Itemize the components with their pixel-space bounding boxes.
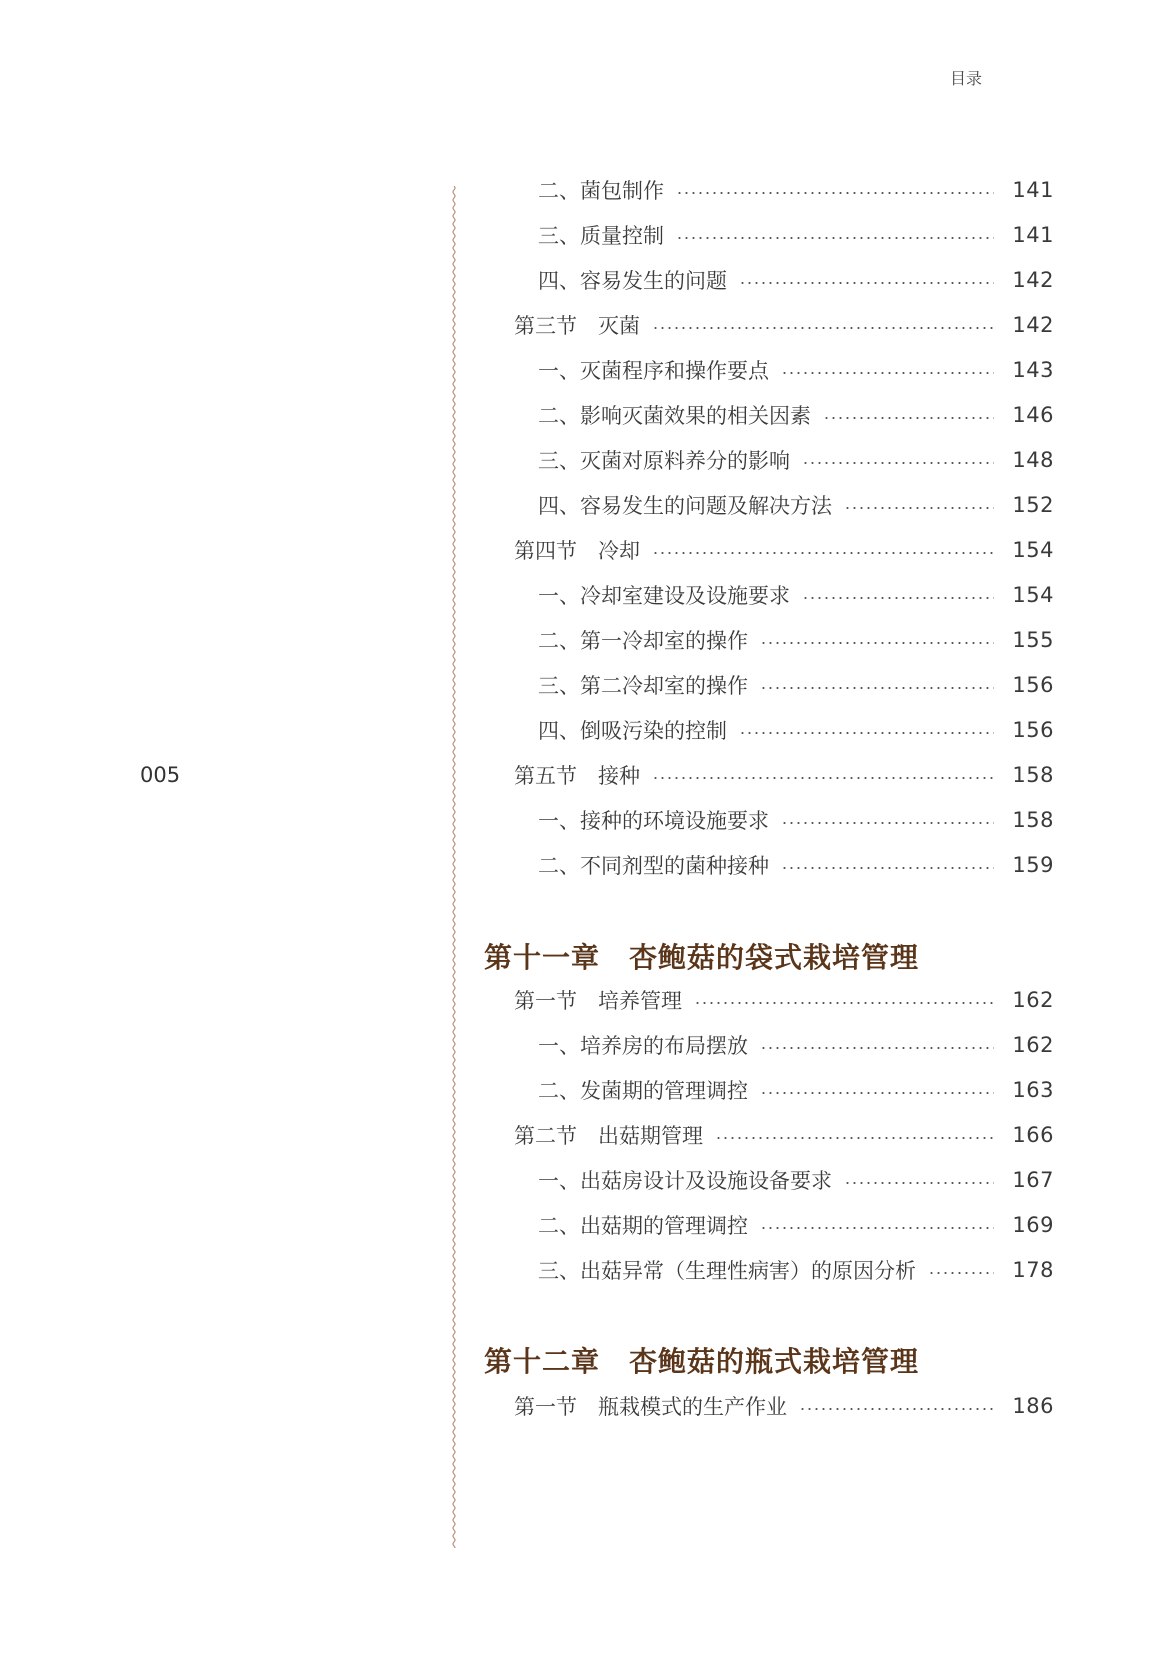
toc-section-row [514,1119,1054,1151]
toc-item-row [538,624,1054,656]
toc-item-row [538,489,1054,521]
toc-page-number: 154 [1012,538,1054,562]
section-title: 第二节 出菇期管理 [514,1124,703,1148]
toc-page-number: 178 [1012,1258,1054,1282]
item-title: 一、冷却室建设及设施要求 [538,584,790,608]
chapter-title: 第十一章 杏鲍菇的袋式栽培管理 [484,941,920,974]
dot-leader [844,507,994,509]
dot-leader [760,642,994,644]
section-title: 第一节 培养管理 [514,989,682,1013]
item-title: 二、影响灭菌效果的相关因素 [538,404,811,428]
dot-leader [802,597,994,599]
dot-leader [823,417,994,419]
section-title: 第四节 冷却 [514,539,640,563]
toc-item-row [538,354,1054,386]
toc-page-number: 167 [1012,1168,1054,1192]
toc-item-row [538,264,1054,296]
dot-leader [739,732,994,734]
toc-page-number: 154 [1012,583,1054,607]
item-title: 二、发菌期的管理调控 [538,1079,748,1103]
item-title: 四、容易发生的问题 [538,269,727,293]
item-title: 一、培养房的布局摆放 [538,1034,748,1058]
item-title: 一、接种的环境设施要求 [538,809,769,833]
item-title: 三、第二冷却室的操作 [538,674,748,698]
toc-section-row [514,984,1054,1016]
toc-item-row [538,579,1054,611]
dot-leader [739,282,994,284]
toc-item-row [538,1164,1054,1196]
dot-leader [676,237,994,239]
item-title: 四、容易发生的问题及解决方法 [538,494,832,518]
section-title: 第一节 瓶栽模式的生产作业 [514,1395,787,1419]
dot-leader [760,687,994,689]
dot-leader [760,1092,994,1094]
dot-leader [799,1408,994,1410]
item-title: 三、质量控制 [538,224,664,248]
toc-item-row [538,444,1054,476]
toc-item-row [538,849,1054,881]
section-title: 第三节 灭菌 [514,314,640,338]
item-title: 二、不同剂型的菌种接种 [538,854,769,878]
item-title: 二、菌包制作 [538,179,664,203]
dot-leader [652,552,994,554]
item-title: 三、出菇异常（生理性病害）的原因分析 [538,1259,916,1283]
toc-page-number: 162 [1012,988,1054,1012]
dot-leader [760,1227,994,1229]
toc-page-number: 158 [1012,808,1054,832]
toc-page-number: 166 [1012,1123,1054,1147]
dot-leader [694,1002,994,1004]
toc-item-row [538,399,1054,431]
toc-section-row [514,1390,1054,1422]
toc-item-row [538,714,1054,746]
toc-item-row [538,1029,1054,1061]
toc-page-number: 169 [1012,1213,1054,1237]
toc-page-number: 158 [1012,763,1054,787]
dot-leader [802,462,994,464]
toc-page-number: 155 [1012,628,1054,652]
toc-page-number: 141 [1012,223,1054,247]
item-title: 一、灭菌程序和操作要点 [538,359,769,383]
dot-leader [652,777,994,779]
item-title: 四、倒吸污染的控制 [538,719,727,743]
dot-leader [781,867,994,869]
dot-leader [844,1182,994,1184]
page-number: 005 [140,763,181,787]
item-title: 二、第一冷却室的操作 [538,629,748,653]
dot-leader [715,1137,994,1139]
toc-page-number: 156 [1012,673,1054,697]
dot-leader [676,192,994,194]
dot-leader [760,1047,994,1049]
toc-page-number: 163 [1012,1078,1054,1102]
toc-item-row [538,174,1054,206]
toc-page-number: 148 [1012,448,1054,472]
toc-page-number: 143 [1012,358,1054,382]
item-title: 一、出菇房设计及设施设备要求 [538,1169,832,1193]
toc-item-row [538,1254,1054,1286]
toc-page-number: 146 [1012,403,1054,427]
toc-item-row [538,804,1054,836]
toc-item-row [538,669,1054,701]
item-title: 三、灭菌对原料养分的影响 [538,449,790,473]
toc-page-number: 142 [1012,268,1054,292]
item-title: 二、出菇期的管理调控 [538,1214,748,1238]
toc-page-number: 162 [1012,1033,1054,1057]
toc-item-row [538,1209,1054,1241]
toc-page-number: 159 [1012,853,1054,877]
dot-leader [652,327,994,329]
toc-page-number: 142 [1012,313,1054,337]
toc-item-row [538,1074,1054,1106]
toc-page-number: 156 [1012,718,1054,742]
section-title: 第五节 接种 [514,764,640,788]
dot-leader [928,1272,994,1274]
toc-section-row [514,534,1054,566]
toc-section-row [514,309,1054,341]
toc-item-row [538,219,1054,251]
chapter-title: 第十二章 杏鲍菇的瓶式栽培管理 [484,1345,920,1378]
toc-page-number: 186 [1012,1394,1054,1418]
dot-leader [781,822,994,824]
toc-page-number: 152 [1012,493,1054,517]
toc-section-row [514,759,1054,791]
toc-page-number: 141 [1012,178,1054,202]
dot-leader [781,372,994,374]
running-header: 目录 [950,69,983,88]
